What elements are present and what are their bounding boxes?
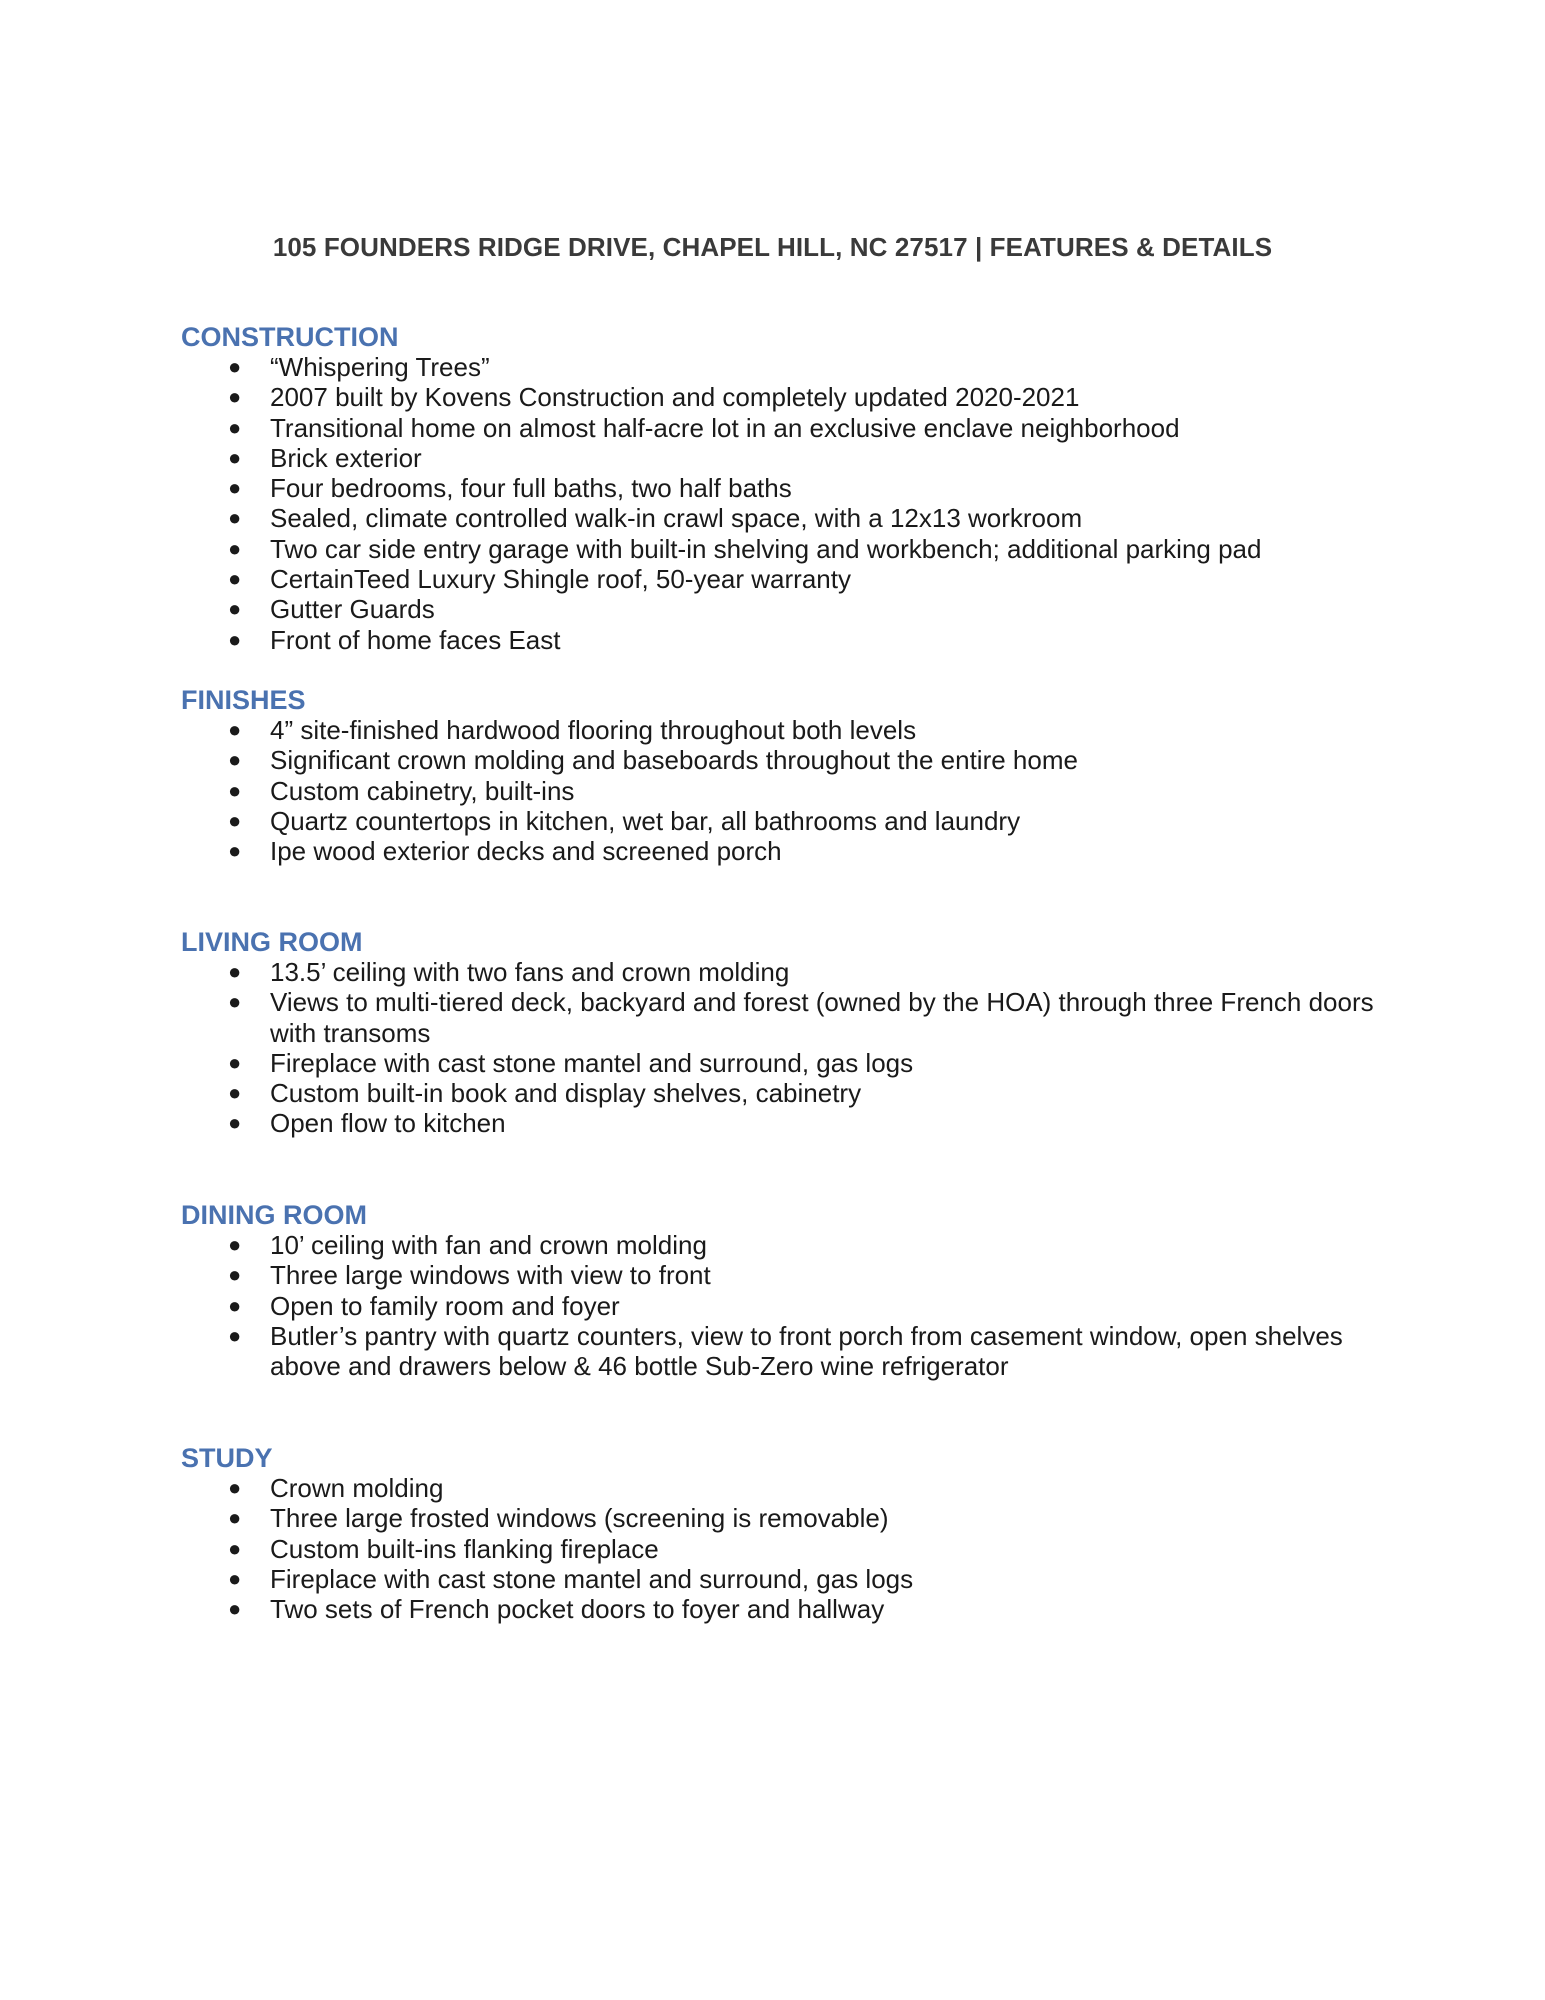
bullet-icon: ● [228, 1322, 242, 1348]
bullet-icon: ● [228, 505, 242, 531]
list-item [181, 564, 1380, 594]
list-item [181, 1291, 1380, 1321]
list-item [181, 1321, 1380, 1382]
bullet-list [181, 352, 1381, 655]
section-heading: DINING ROOM [181, 1200, 367, 1230]
bullet-icon: ● [228, 1110, 242, 1136]
list-item [181, 1078, 1380, 1108]
bullet-icon: ● [228, 354, 242, 379]
bullet-list [181, 715, 1381, 866]
bullet-icon: ● [228, 1080, 242, 1106]
bullet-icon: ● [228, 717, 242, 742]
list-item [181, 1048, 1380, 1078]
list-item-text: Custom built-ins flanking fireplace [270, 1533, 659, 1564]
list-item [181, 1564, 1380, 1594]
section-heading: STUDY [181, 1443, 273, 1473]
list-item [181, 987, 1380, 1048]
list-item [181, 806, 1380, 836]
bullet-icon: ● [228, 626, 242, 652]
list-item-text: Views to multi-tiered deck, backyard and forest (owned by the HOA) through three French doors with transoms [270, 987, 1374, 1048]
list-item-text: Ipe wood exterior decks and screened porch [270, 836, 782, 867]
list-item [181, 1260, 1380, 1290]
bullet-icon: ● [228, 777, 242, 803]
list-item-text: Brick exterior [270, 442, 422, 473]
bullet-icon: ● [228, 566, 242, 592]
section-construction [181, 322, 1381, 655]
bullet-icon: ● [228, 535, 242, 561]
list-item [181, 776, 1380, 806]
section-heading: FINISHES [181, 685, 306, 715]
list-item [181, 1230, 1380, 1260]
bullet-icon: ● [228, 959, 242, 984]
list-item-text: Three large windows with view to front [270, 1260, 711, 1291]
bullet-icon: ● [228, 1596, 242, 1622]
section-heading: CONSTRUCTION [181, 322, 399, 352]
section-living-room [181, 927, 1381, 1139]
bullet-icon: ● [228, 1232, 242, 1257]
list-item [181, 1108, 1380, 1138]
bullet-icon: ● [228, 1262, 242, 1288]
bullet-icon: ● [228, 747, 242, 773]
bullet-icon: ● [228, 807, 242, 833]
bullet-list [181, 1230, 1381, 1381]
list-item [181, 745, 1380, 775]
list-item [181, 352, 1380, 382]
list-item [181, 382, 1380, 412]
bullet-icon: ● [228, 1535, 242, 1561]
section-heading: LIVING ROOM [181, 927, 363, 957]
list-item-text: 13.5’ ceiling with two fans and crown molding [270, 957, 790, 987]
list-item-text: Four bedrooms, four full baths, two half baths [270, 473, 792, 504]
list-item-text: Significant crown molding and baseboards throughout the entire home [270, 745, 1078, 776]
list-item-text: Custom cabinetry, built-ins [270, 775, 575, 806]
bullet-icon: ● [228, 444, 242, 470]
list-item-text: Two car side entry garage with built-in shelving and workbench; additional parking pad [270, 533, 1262, 564]
list-item-text: Fireplace with cast stone mantel and surround, gas logs [270, 1047, 914, 1078]
list-item-text: Fireplace with cast stone mantel and surround, gas logs [270, 1563, 914, 1594]
list-item [181, 715, 1380, 745]
bullet-icon: ● [228, 989, 242, 1015]
bullet-icon: ● [228, 1292, 242, 1318]
list-item [181, 1473, 1380, 1503]
bullet-icon: ● [228, 838, 242, 864]
list-item-text: Crown molding [270, 1473, 444, 1503]
list-item-text: “Whispering Trees” [270, 352, 490, 382]
list-item [181, 625, 1380, 655]
list-item [181, 836, 1380, 866]
list-item [181, 1503, 1380, 1533]
list-item-text: Quartz countertops in kitchen, wet bar, all bathrooms and laundry [270, 805, 1021, 836]
list-item-text: Three large frosted windows (screening is removable) [270, 1503, 889, 1534]
list-item-text: Sealed, climate controlled walk-in crawl space, with a 12x13 workroom [270, 503, 1083, 534]
section-study [181, 1443, 1381, 1624]
bullet-icon: ● [228, 1505, 242, 1531]
list-item [181, 534, 1380, 564]
list-item-text: 10’ ceiling with fan and crown molding [270, 1230, 707, 1260]
list-item [181, 473, 1380, 503]
bullet-icon: ● [228, 384, 242, 410]
list-item-text: Custom built-in book and display shelves, cabinetry [270, 1078, 862, 1109]
bullet-icon: ● [228, 596, 242, 622]
list-item-text: Butler’s pantry with quartz counters, view to front porch from casement window, open shelves above and drawers below & 46 bottle Sub-Zero wine refrigerator [270, 1320, 1343, 1382]
bullet-list [181, 1473, 1381, 1624]
bullet-icon: ● [228, 1565, 242, 1591]
bullet-icon: ● [228, 414, 242, 440]
document-title: 105 FOUNDERS RIDGE DRIVE, CHAPEL HILL, NC 27517 | FEATURES & DETAILS [272, 232, 1273, 262]
list-item [181, 957, 1380, 987]
list-item-text: CertainTeed Luxury Shingle roof, 50-year warranty [270, 564, 851, 595]
list-item [181, 1594, 1380, 1624]
bullet-icon: ● [228, 475, 242, 501]
list-item [181, 503, 1380, 533]
list-item [181, 443, 1380, 473]
list-item-text: Gutter Guards [270, 594, 435, 625]
list-item-text: Transitional home on almost half-acre lot in an exclusive enclave neighborhood [270, 412, 1180, 443]
list-item [181, 1534, 1380, 1564]
list-item [181, 413, 1380, 443]
bullet-icon: ● [228, 1049, 242, 1075]
list-item-text: Two sets of French pocket doors to foyer and hallway [270, 1594, 885, 1625]
bullet-icon: ● [228, 1475, 242, 1500]
list-item-text: 4” site-finished hardwood flooring throughout both levels [270, 715, 917, 745]
list-item-text: 2007 built by Kovens Construction and completely updated 2020-2021 [270, 382, 1080, 413]
section-finishes [181, 685, 1381, 866]
list-item [181, 594, 1380, 624]
list-item-text: Open flow to kitchen [270, 1108, 506, 1139]
list-item-text: Open to family room and foyer [270, 1290, 620, 1321]
section-dining-room [181, 1200, 1381, 1381]
list-item-text: Front of home faces East [270, 624, 561, 655]
bullet-list [181, 957, 1381, 1139]
